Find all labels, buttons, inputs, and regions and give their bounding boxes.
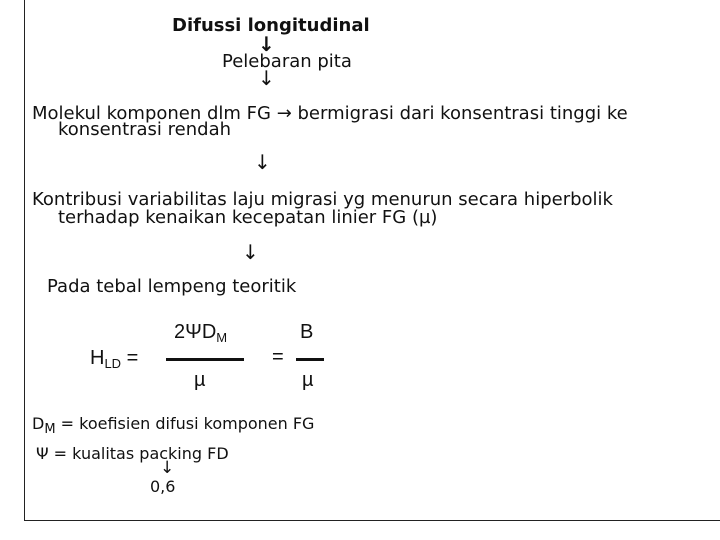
down-arrow-icon: ↓: [258, 66, 275, 90]
down-arrow-icon: ↓: [258, 32, 275, 56]
step-3: Pada tebal lempeng teoritik: [47, 276, 297, 297]
formula-numerator-2: B: [300, 321, 314, 343]
formula-equals-2: =: [272, 346, 284, 368]
fraction-bar-2: [296, 358, 324, 361]
step-1-line-2: konsentrasi rendah: [58, 119, 232, 140]
formula-lhs: $H_{LD}$ =: [90, 347, 139, 371]
step-2-line-1: Kontribusi variabilitas laju migrasi yg menurun secara hiperbolik: [32, 189, 613, 210]
slide-frame: [24, 0, 720, 521]
down-arrow-icon: ↓: [242, 240, 259, 264]
formula-denominator-1: µ: [194, 369, 206, 391]
down-arrow-icon: ↓: [254, 150, 271, 174]
formula-denominator-2: µ: [302, 369, 314, 391]
formula-numerator-1: $2\Psi D_M$: [174, 321, 228, 345]
legend-psi: Ψ = kualitas packing FD: [36, 444, 229, 463]
legend-dm: $D_M$ = koefisien difusi komponen FG: [32, 414, 315, 437]
step-2-line-2: terhadap kenaikan kecepatan linier FG (µ): [58, 207, 438, 228]
fraction-bar-1: [166, 358, 244, 361]
down-arrow-icon: ↓: [160, 458, 175, 478]
step-1-line-1: Molekul komponen dlm FG → bermigrasi dari konsentrasi tinggi ke: [32, 103, 628, 124]
legend-psi-value: 0,6: [150, 477, 176, 496]
page-subtitle: Pelebaran pita: [222, 51, 352, 72]
page-title: Difussi longitudinal: [172, 15, 370, 36]
